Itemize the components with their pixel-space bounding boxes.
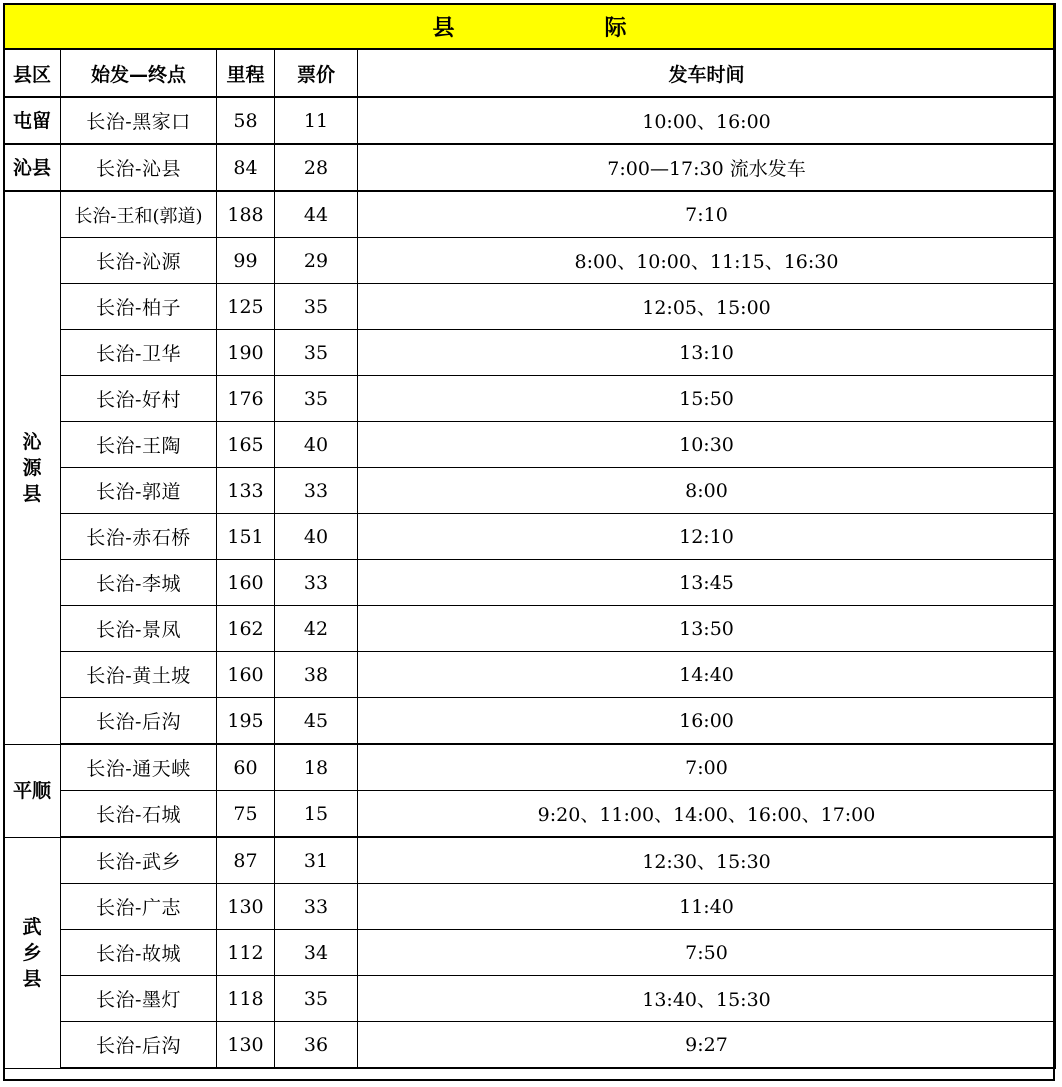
route-cell: 长治-广志 — [61, 884, 217, 930]
route-cell: 长治-故城 — [61, 930, 217, 976]
distance-cell: 125 — [217, 284, 275, 330]
schedule-cell: 13:45 — [358, 560, 1056, 606]
fare-cell: 31 — [275, 837, 358, 884]
distance-cell: 165 — [217, 422, 275, 468]
distance-cell: 162 — [217, 606, 275, 652]
distance-cell: 133 — [217, 468, 275, 514]
route-cell: 长治-石城 — [61, 791, 217, 838]
fare-cell: 34 — [275, 930, 358, 976]
route-cell: 长治-郭道 — [61, 468, 217, 514]
route-cell: 长治-黄土坡 — [61, 652, 217, 698]
route-cell: 长治-武乡 — [61, 837, 217, 884]
fare-cell: 36 — [275, 1022, 358, 1069]
fare-cell: 33 — [275, 884, 358, 930]
distance-cell: 75 — [217, 791, 275, 838]
route-cell: 长治-王陶 — [61, 422, 217, 468]
fare-cell: 18 — [275, 744, 358, 791]
schedule-cell: 16:00 — [358, 698, 1056, 745]
fare-cell: 45 — [275, 698, 358, 745]
distance-cell: 60 — [217, 744, 275, 791]
county-label: 屯留 — [12, 109, 51, 132]
route-cell: 长治-好村 — [61, 376, 217, 422]
distance-cell: 112 — [217, 930, 275, 976]
route-cell: 长治-柏子 — [61, 284, 217, 330]
fare-cell: 40 — [275, 514, 358, 560]
header-distance: 里程 — [217, 49, 275, 97]
county-label: 沁县 — [12, 156, 51, 179]
schedule-cell: 7:00 — [358, 744, 1056, 791]
schedule-cell: 13:40、15:30 — [358, 976, 1056, 1022]
header-fare: 票价 — [275, 49, 358, 97]
fare-cell: 38 — [275, 652, 358, 698]
schedule-cell: 13:10 — [358, 330, 1056, 376]
schedule-cell: 7:10 — [358, 191, 1056, 238]
route-cell: 长治-后沟 — [61, 698, 217, 745]
schedule-cell: 7:00—17:30 流水发车 — [358, 144, 1056, 191]
schedule-cell: 9:20、11:00、14:00、16:00、17:00 — [358, 791, 1056, 838]
distance-cell: 130 — [217, 1022, 275, 1069]
header-county: 县区 — [4, 49, 61, 97]
route-cell: 长治-后沟 — [61, 1022, 217, 1069]
fare-cell: 33 — [275, 560, 358, 606]
route-cell: 长治-沁源 — [61, 238, 217, 284]
route-cell: 长治-卫华 — [61, 330, 217, 376]
distance-cell: 195 — [217, 698, 275, 745]
schedule-cell: 11:40 — [358, 884, 1056, 930]
title-left: 县 — [432, 15, 455, 41]
fare-cell: 35 — [275, 976, 358, 1022]
schedule-cell: 10:00、16:00 — [358, 97, 1056, 144]
header-route: 始发—终点 — [61, 49, 217, 97]
county-label: 沁源县 — [22, 430, 42, 505]
route-cell: 长治-通天峡 — [61, 744, 217, 791]
distance-cell: 87 — [217, 837, 275, 884]
route-cell: 长治-王和(郭道) — [61, 191, 217, 238]
distance-cell: 190 — [217, 330, 275, 376]
route-cell: 长治-墨灯 — [61, 976, 217, 1022]
schedule-cell: 12:30、15:30 — [358, 837, 1056, 884]
distance-cell: 160 — [217, 652, 275, 698]
schedule-cell: 15:50 — [358, 376, 1056, 422]
route-cell: 长治-黑家口 — [61, 97, 217, 144]
header-schedule: 发车时间 — [358, 49, 1056, 97]
fare-cell: 11 — [275, 97, 358, 144]
schedule-cell: 12:10 — [358, 514, 1056, 560]
schedule-cell: 12:05、15:00 — [358, 284, 1056, 330]
fare-cell: 29 — [275, 238, 358, 284]
fare-cell: 40 — [275, 422, 358, 468]
schedule-cell: 8:00 — [358, 468, 1056, 514]
fare-cell: 35 — [275, 330, 358, 376]
distance-cell: 99 — [217, 238, 275, 284]
schedule-cell: 8:00、10:00、11:15、16:30 — [358, 238, 1056, 284]
fare-cell: 44 — [275, 191, 358, 238]
fare-cell: 42 — [275, 606, 358, 652]
title-right: 际 — [604, 15, 627, 41]
distance-cell: 176 — [217, 376, 275, 422]
fare-cell: 28 — [275, 144, 358, 191]
fare-cell: 33 — [275, 468, 358, 514]
fare-cell: 35 — [275, 284, 358, 330]
distance-cell: 84 — [217, 144, 275, 191]
schedule-cell: 14:40 — [358, 652, 1056, 698]
schedule-cell: 10:30 — [358, 422, 1056, 468]
schedule-cell: 9:27 — [358, 1022, 1056, 1069]
distance-cell: 188 — [217, 191, 275, 238]
route-cell: 长治-李城 — [61, 560, 217, 606]
distance-cell: 118 — [217, 976, 275, 1022]
table-outer-border — [3, 3, 1055, 1081]
county-label: 武乡县 — [22, 915, 42, 990]
fare-cell: 15 — [275, 791, 358, 838]
fare-cell: 35 — [275, 376, 358, 422]
schedule-cell: 13:50 — [358, 606, 1056, 652]
distance-cell: 58 — [217, 97, 275, 144]
schedule-cell: 7:50 — [358, 930, 1056, 976]
distance-cell: 160 — [217, 560, 275, 606]
county-label: 平顺 — [12, 779, 51, 802]
route-cell: 长治-沁县 — [61, 144, 217, 191]
distance-cell: 151 — [217, 514, 275, 560]
route-cell: 长治-景凤 — [61, 606, 217, 652]
route-cell: 长治-赤石桥 — [61, 514, 217, 560]
distance-cell: 130 — [217, 884, 275, 930]
